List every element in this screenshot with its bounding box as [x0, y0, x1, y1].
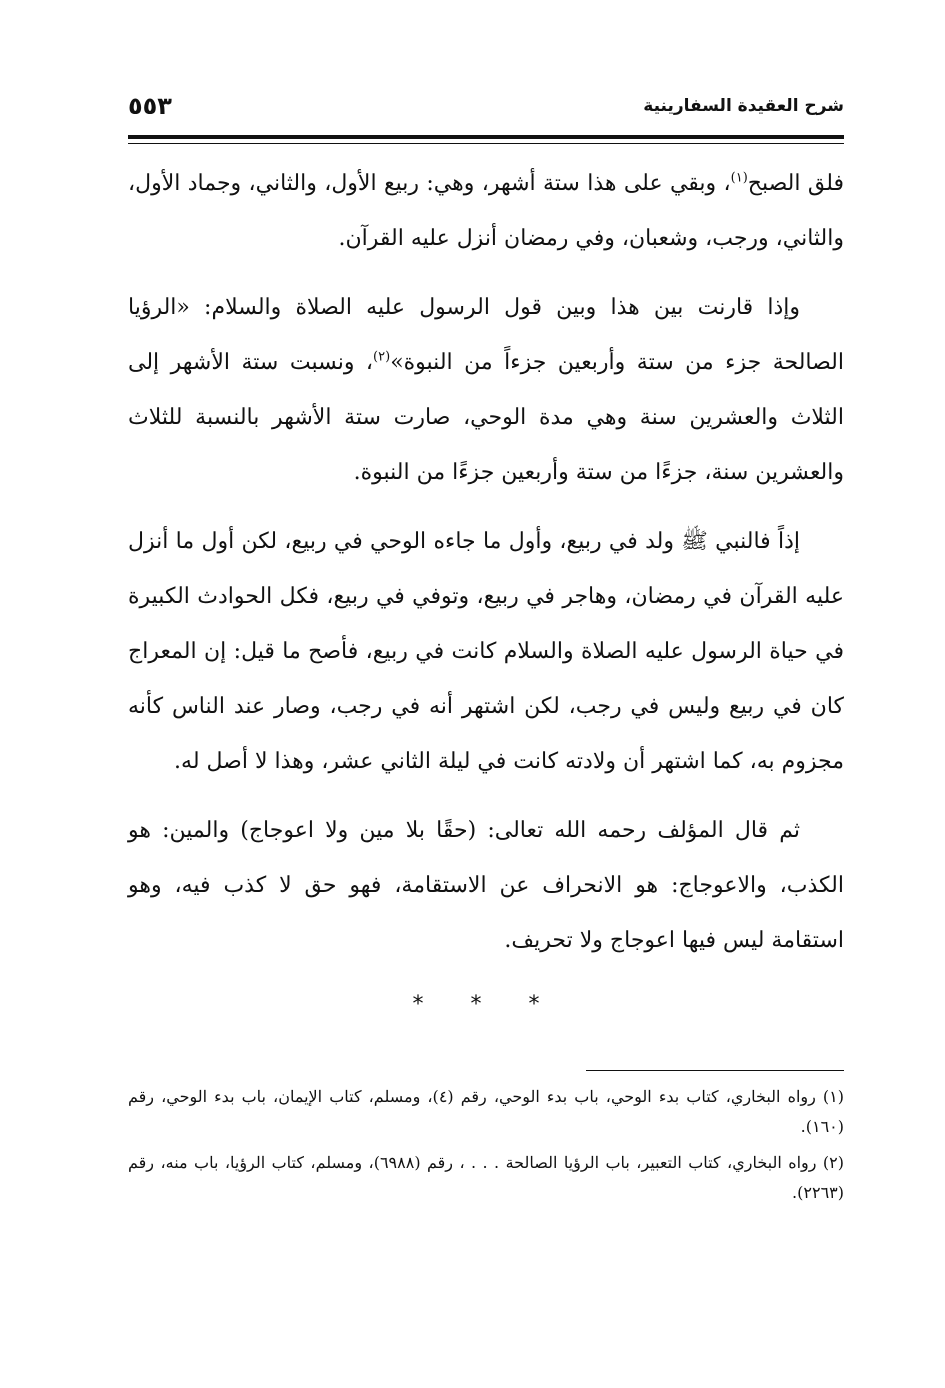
header-rule-thick — [128, 135, 844, 139]
footnotes — [128, 1082, 844, 1214]
paragraph-1-rest: ، وبقي على هذا ستة أشهر، وهي: ربيع الأول، والثاني، وجماد الأول، والثاني، ورجب، وشعبان، وفي رمضان أنزل عليه القرآن. — [128, 171, 844, 251]
paragraph-3: إذاً فالنبي ﷺ ولد في ربيع، وأول ما جاءه الوحي في ربيع، لكن أول ما أنزل عليه القرآن في رمضان، وهاجر في ربيع، وتوفي في ربيع، فكل الحوادث الكبيرة في حياة الرسول عليه الصلاة والسلام كانت في ربيع، فأصح ما قيل: إن المعراج كان في ربيع وليس في رجب، لكن اشتهر أنه في رجب، وصار عند الناس كأنه مجزوم به، كما اشتهر أن ولادته كانت في ليلة الثاني عشر، وهذا لا أصل له. — [128, 529, 844, 774]
page-number: ٥٥٣ — [128, 92, 172, 120]
footnote-2: (٢) رواه البخاري، كتاب التعبير، باب الرؤيا الصالحة . . . ، رقم (٦٩٨٨)، ومسلم، كتاب الرؤيا، باب منه، رقم (٢٢٦٣). — [128, 1153, 845, 1202]
paragraph-2-rest: ، ونسبت ستة الأشهر إلى الثلاث والعشرين سنة وهي مدة الوحي، صارت ستة الأشهر بالنسبة للثلاث والعشرين سنة، جزءًا من ستة وأربعين جزءًا من النبوة. — [128, 350, 844, 485]
paragraph-1-start: فلق الصبح — [747, 171, 845, 196]
header-rule-thin — [128, 143, 844, 144]
main-text — [128, 156, 844, 982]
paragraph-2-start: وإذا قارنت بين هذا وبين قول الرسول عليه الصلاة والسلام: «الرؤيا الصالحة جزء من ستة وأربعين جزءاً من النبوة» — [128, 295, 844, 375]
running-title: شرح العقيدة السفارينية — [643, 96, 844, 116]
footnote-ref-2: (٢) — [373, 349, 391, 365]
section-separator: * * * — [412, 992, 560, 1017]
paragraph-4: ثم قال المؤلف رحمه الله تعالى: (حقًا بلا مين ولا اعوجاج) والمين: هو الكذب، والاعوجاج: هو الانحراف عن الاستقامة، فهو حق لا كذب فيه، وهو استقامة ليس فيها اعوجاج ولا تحريف. — [128, 818, 844, 953]
footnote-ref-1: (١) — [730, 170, 748, 186]
paragraph-2 — [128, 280, 844, 500]
footnote-rule — [586, 1070, 844, 1071]
page-header — [128, 92, 844, 132]
paragraph-1 — [128, 156, 844, 266]
footnote-1: (١) رواه البخاري، كتاب بدء الوحي، باب بدء الوحي، رقم (٤)، ومسلم، كتاب الإيمان، باب بدء الوحي، رقم (١٦٠). — [128, 1087, 845, 1136]
